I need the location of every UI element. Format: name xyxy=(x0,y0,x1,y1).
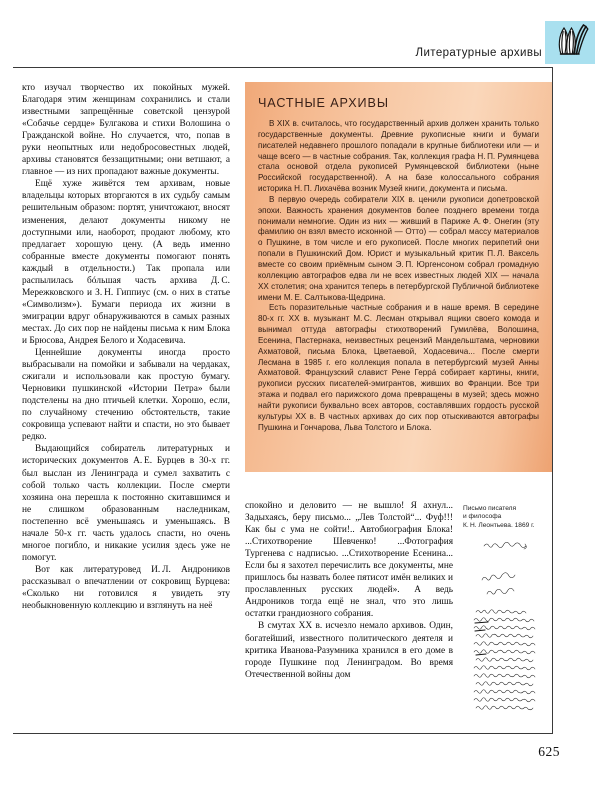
page-frame-right-rule xyxy=(552,67,553,734)
paragraph: В первую очередь собиратели XIX в. ценили рукописи допетровской эпохи. Важность хранения документов более позднего времени тогда понимали немногие. Один из них — живший в Париже А. Ф. Онегин (эту фамилию он взял вместо исконной — Отто) — собрал массу материалов о Пушкине, в том числе и его рукописей. После многих перипетий они попали в Пушкинский Дом. Юрист и музыкальный критик П. Л. Ваксель вместе со своим приёмным сыном Э. П. Юргенсоном собрал громадную коллекцию автографов едва ли не всех известных людей XIX — начала XX столетия; она хранится теперь в петербургской Публичной библиотеке имени М. Е. Салтыкова-Щедрина. xyxy=(258,194,539,302)
running-head-title: Литературные архивы xyxy=(415,47,542,59)
paragraph: Выдающийся собиратель литературных и исторических документов А. Е. Бурцев в 30-х гг. был выслан из Ленинграда и сумел захватить с собой только часть коллекции. После смерти хозяина она перешла к постоянно скитавшимся и не слишком образованным наследникам, постепенно всё уменьшаясь и уменьшаясь. В начале 50-х гг. часть удалось спасти, но очень многое погибло, и никакие усилия здесь уже не помогут. xyxy=(22,444,230,563)
header-divider-rule xyxy=(13,67,553,68)
sidebar-box-body xyxy=(258,119,539,433)
paragraph: Ещё хуже живётся тем архивам, новые владельцы которых вторгаются в их судьбу самым решительным образом: портят, уничтожают, вносят изменения, делают документы никому не доступными или, наоборот, продают любому, кто предлагает хорошую цену. (А ведь именно собранные вместе документы помогают понять каждый в отдельности.) Так пропала или распылилась бóльшая часть архива Д. С. Мережковского и З. Н. Гиппиус (см. о них в статье «Символизм»). Бумаги периода их жизни в эмиграции вдруг обнаруживаются в самых разных местах. До сих пор не найдены письма к ним Блока и Брюсова, Андрея Белого и Ходасевича. xyxy=(22,179,230,346)
paragraph: В смутах XX в. исчезло немало архивов. Один, богатейший, известного политического деятеля и критика Иванова-Разумника хранился в его доме в городе Пушкине под Ленинградом. Во время Отечественной войны дом xyxy=(245,621,453,680)
figure-caption xyxy=(463,505,549,530)
sidebar-box-private-archives xyxy=(245,82,552,472)
paragraph: В XIX в. считалось, что государственный архив должен хранить только государственные документы. Древние рукописные книги и бумаги писателей недавнего прошлого попадали в крупные библиотеки или — и чаще всего — в частные собрания. Так, коллекция графа Н. П. Румянцева стала основой отдела рукописей Румянцевской библиотеки (ныне Российской государственной). А на базе колоссального собрания историка Н. П. Лихачёва возник Музей книги, документа и письма. xyxy=(258,119,539,194)
paragraph: Есть поразительные частные собрания и в наше время. В середине 80-х гг. XX в. музыкант М. С. Лесман открывал ящики своего комода и вынимал оттуда автографы стихотворений Гумилёва, Волошина, Есенина, Пастернака, неизвестных рецензий Мандельштама, черновики Ахматовой, письма Блока, Цветаевой, Ходасевича... После смерти Лесмана в 1985 г. его коллекция попала в петербургский музей Анны Ахматовой. Французский славист Рене Геррá собирает картины, книги, рукописи русских писателей-эмигрантов, живших во Франции. Все три этажа и подвал его парижского дома превращены в музей; здесь можно найти рукописи буквально всех авторов, составлявших гордость русской культуры XX в. В частных архивах до сих пор отыскиваются автографы Пушкина и Гончарова, Льва Толстого и Блока. xyxy=(258,303,539,432)
quill-pen-icon xyxy=(545,21,595,64)
figure-caption-line: Письмо писателя xyxy=(463,505,517,512)
footer-divider-rule xyxy=(13,733,553,734)
body-column-middle xyxy=(245,500,453,681)
paragraph: спокойно и деловито — не вышло! Я ахнул... Задыхаясь, беру письмо... „Лев Толстой“... Фуф!!! Как бы с ума не сойти!.. Автобиография Блока! ...Стихотворение Шевченко! ...Фотография Тургенева с надписью. ...Стихотворение Есенина... Если бы я захотел перечислить все документы, мне пришлось бы назвать более пятисот имён великих и прославленных русских людей». А ведь Андроников тогда ещё не знал, что это лишь остатки грандиозного собрания. xyxy=(245,501,453,620)
page-header xyxy=(0,20,600,68)
handwritten-letter-facsimile xyxy=(462,536,550,728)
figure-caption-line: и философа xyxy=(463,513,502,521)
paragraph: Ценнейшие документы иногда просто выбрасывали на помойки и забывали на чердаках, сжигали и использовали как простую бумагу. Черновики пушкинской «Истории Петра» были подстелены на дно птичьей клетки. Хорошо, если, по случайному стечению обстоятельств, такие сокровища успевают найти и спасти, но это бывает редко. xyxy=(22,348,230,443)
paragraph: кто изучал творчество их покойных мужей. Благодаря этим женщинам сохранились и стали известными запрещённые советской цензурой «Собачье сердце» Булгакова и стихи Волошина о Гражданской войне. Но случается, что, попав в руки неопытных или недобросовестных людей, архивы становятся беззащитными; они ветшают, а главное — из них пропадают важные документы. xyxy=(22,83,230,178)
body-column-left xyxy=(22,82,230,612)
sidebar-box-title: ЧАСТНЫЕ АРХИВЫ xyxy=(258,96,389,110)
figure-caption-line: К. Н. Леонтьева. 1869 г. xyxy=(463,521,535,529)
page-number: 625 xyxy=(538,744,560,759)
paragraph: Вот как литературовед И. Л. Андроников рассказывал о впечатлении от сокровищ Бурцева: «Сколько ни готовился я увидеть эту необыкновенную коллекцию и взглянуть на неё xyxy=(22,564,230,612)
